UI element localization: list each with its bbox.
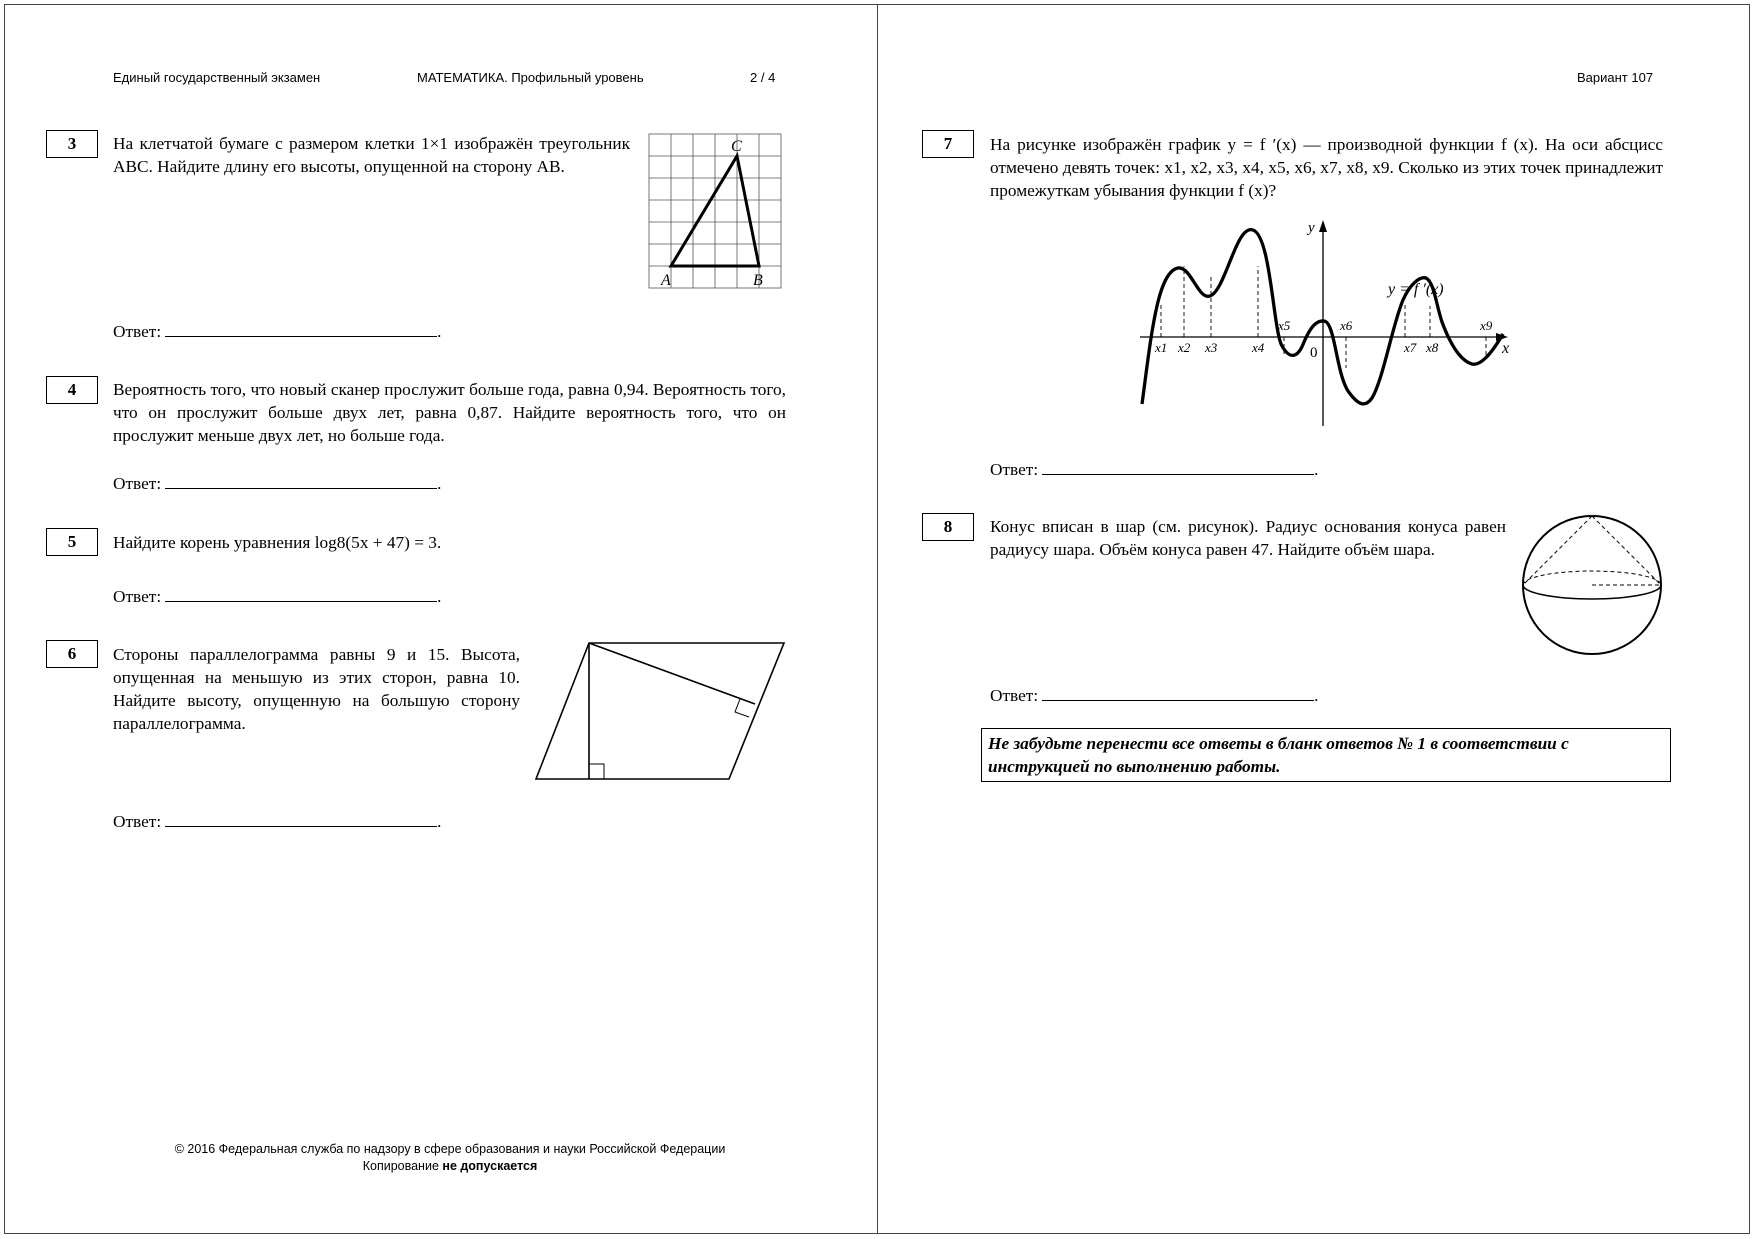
task-8-text: Конус вписан в шар (см. рисунок). Радиус основания конуса равен радиусу шара. Объём конуса равен 47. Найдите объём шара. [990,517,1506,559]
task-number-8: 8 [922,513,974,541]
point-label-x3: x3 [1205,340,1218,355]
task-5-text: Найдите корень уравнения log8(5x + 47) = 3. [113,533,442,552]
task-6-figure [533,638,787,784]
answer-label: Ответ: [113,587,162,606]
answer-label: Ответ: [113,474,162,493]
point-label-x1: x1 [1155,340,1168,355]
task-6-text: Стороны параллелограмма равны 9 и 15. Высота, опущенная на меньшую из этих сторон, равна 10. Найдите высоту, опущенную на большую сторону параллелограмма. [113,645,520,733]
header-exam: Единый государственный экзамен [113,70,321,85]
answer-label: Ответ: [990,460,1039,479]
axis-label-x: x [1502,340,1510,357]
header-variant: Вариант 107 [1577,70,1654,85]
task-4-answer: Ответ: . [113,474,442,493]
point-label-x5: x5 [1278,318,1291,333]
task-3-figure [648,133,784,289]
point-label-x4: x4 [1252,340,1265,355]
footer [112,1141,788,1175]
label-c: C [731,138,742,155]
header-subject: МАТЕМАТИКА. Профильный уровень [417,70,644,85]
task-7-answer: Ответ: . [990,460,1319,479]
footer-copy-prefix: Копирование [362,1159,439,1173]
task-7-graph [1138,218,1518,430]
answer-label: Ответ: [990,686,1039,705]
task-number-7: 7 [922,130,974,158]
task-5-answer: Ответ: . [113,587,442,606]
origin-label: 0 [1310,345,1318,361]
point-label-x7: x7 [1404,340,1417,355]
answer-line[interactable] [165,472,437,489]
curve-label: y = f ′(x) [1388,281,1444,298]
task-3-text: На клетчатой бумаге с размером клетки 1×1 изображён треугольник ABC. Найдите длину его высоты, опущенной на сторону AB. [113,134,630,176]
task-4-text: Вероятность того, что новый сканер прослужит больше года, равна 0,94. Вероятность того, что он прослужит больше двух лет, равна 0,87. Найдите вероятность того, что он прослужит меньше двух лет, но больше года. [113,380,786,445]
task-number-5: 5 [46,528,98,556]
label-a: A [661,272,671,289]
reminder-box: Не забудьте перенести все ответы в бланк ответов № 1 в соответствии с инструкцией по выполнению работы. [981,728,1671,782]
answer-label: Ответ: [113,812,162,831]
point-label-x2: x2 [1178,340,1191,355]
answer-line[interactable] [165,320,437,337]
right-angle-mark [589,764,604,779]
point-label-x9: x9 [1480,318,1493,333]
parallelogram [536,643,784,779]
axis-label-y: y [1308,220,1315,236]
answer-label: Ответ: [113,322,162,341]
footer-copy-bold: не допускается [442,1159,538,1173]
footer-copyright: © 2016 Федеральная служба по надзору в сфере образования и науки Российской Федерации [174,1142,726,1156]
task-8-answer: Ответ: . [990,686,1319,705]
task-number-6: 6 [46,640,98,668]
task-6-answer: Ответ: . [113,812,442,831]
point-label-x8: x8 [1426,340,1439,355]
answer-line[interactable] [165,810,437,827]
task-number-3: 3 [46,130,98,158]
task-7-text: На рисунке изображён график y = f ′(x) — производной функции f (x). На оси абсцисс отмечено девять точек: x1, x2, x3, x4, x5, x6, x7, x8, x9. Сколько из этих точек принадлежит промежуткам убывания функции f (x)? [990,135,1663,200]
height-to-shorter-side [589,643,755,704]
footer-copy-notice [112,1158,788,1175]
answer-line[interactable] [1042,458,1314,475]
task-number-4: 4 [46,376,98,404]
answer-line[interactable] [1042,684,1314,701]
label-b: B [753,272,763,289]
task-8-figure [1518,512,1666,658]
answer-line[interactable] [165,585,437,602]
point-label-x6: x6 [1340,318,1353,333]
header-page-number: 2 / 4 [750,70,776,85]
task-3-answer: Ответ: . [113,322,442,341]
